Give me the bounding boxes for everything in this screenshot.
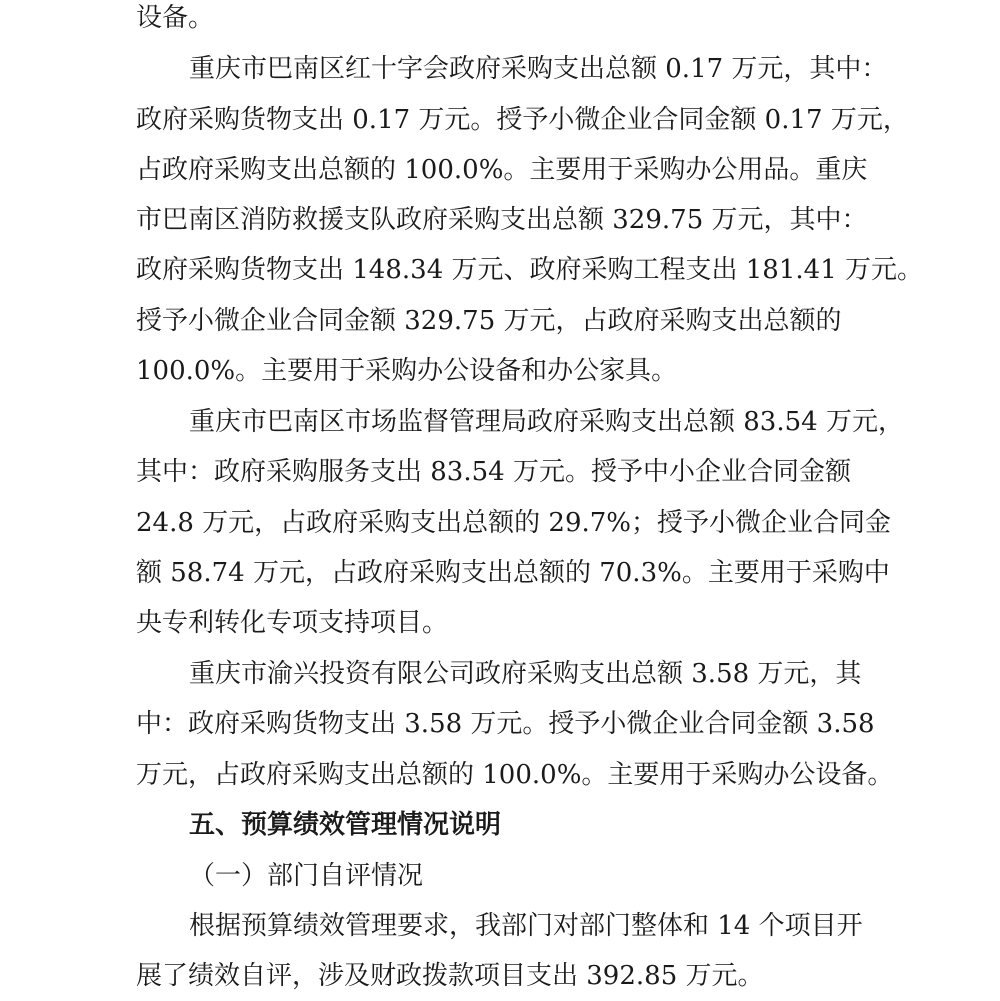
text-line: 万元，占政府采购支出总额的 100.0%。主要用于采购办公设备。 <box>136 760 894 790</box>
text-line: 政府采购货物支出 0.17 万元。授予小微企业合同金额 0.17 万元， <box>136 105 909 135</box>
text-line: 占政府采购支出总额的 100.0%。主要用于采购办公用品。重庆 <box>136 155 868 185</box>
text-line: 政府采购货物支出 148.34 万元、政府采购工程支出 181.41 万元。 <box>136 255 924 285</box>
text-line: 央专利转化专项支持项目。 <box>136 608 449 638</box>
paragraph-self-evaluation-line-1: 根据预算绩效管理要求，我部门对部门整体和 14 个项目开 <box>189 911 863 941</box>
text-line: 市巴南区消防救援支队政府采购支出总额 329.75 万元，其中： <box>136 205 868 235</box>
text-line: 中：政府采购货物支出 3.58 万元。授予小微企业合同金额 3.58 <box>136 709 875 739</box>
text-line: 授予小微企业合同金额 329.75 万元，占政府采购支出总额的 <box>136 306 842 336</box>
paragraph-red-cross-line-1: 重庆市巴南区红十字会政府采购支出总额 0.17 万元，其中： <box>189 54 888 84</box>
text-line: 展了绩效自评，涉及财政拨款项目支出 392.85 万元。 <box>136 961 764 991</box>
paragraph-market-regulation-line-1: 重庆市巴南区市场监督管理局政府采购支出总额 83.54 万元， <box>189 407 904 437</box>
subsection-heading: （一）部门自评情况 <box>189 861 424 891</box>
text-line: 100.0%。主要用于采购办公设备和办公家具。 <box>136 356 678 386</box>
paragraph-yuxing-line-1: 重庆市渝兴投资有限公司政府采购支出总额 3.58 万元，其 <box>189 659 862 689</box>
text-line: 其中：政府采购服务支出 83.54 万元。授予中小企业合同金额 <box>136 457 851 487</box>
text-line: 设备。 <box>136 3 215 33</box>
text-line: 额 58.74 万元，占政府采购支出总额的 70.3%。主要用于采购中 <box>136 558 890 588</box>
section-heading: 五、预算绩效管理情况说明 <box>189 810 502 840</box>
text-line: 24.8 万元，占政府采购支出总额的 29.7%；授予小微企业合同金 <box>136 508 892 538</box>
